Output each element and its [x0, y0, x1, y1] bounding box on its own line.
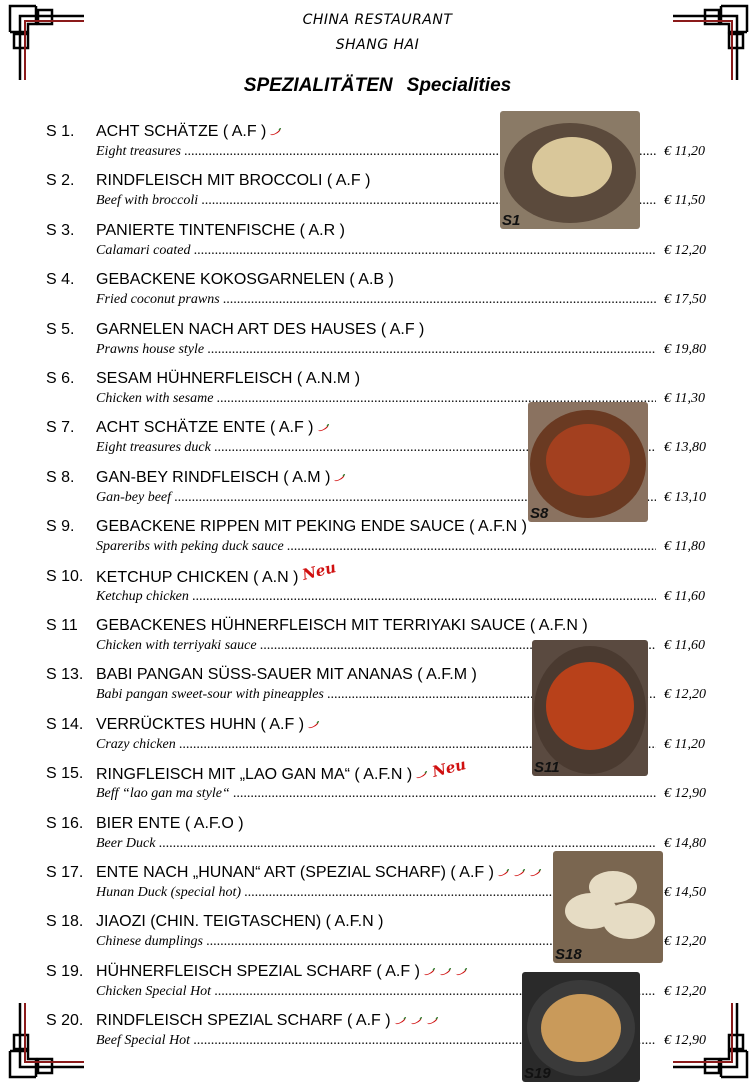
item-name-en: Babi pangan sweet-sour with pineapples ..... [96, 687, 656, 703]
item-number: S 9. [46, 518, 75, 535]
chili-icon [316, 424, 330, 432]
item-marks [304, 716, 320, 733]
chili-icon [409, 1017, 423, 1025]
chili-icon [268, 128, 282, 136]
item-name-text: RINDFLEISCH SPEZIAL SCHARF ( A.F ) [96, 1012, 391, 1029]
item-number: S 14. [46, 716, 84, 733]
item-name-text: PANIERTE TINTENFISCHE ( A.R ) [96, 222, 345, 239]
item-price: € 13,80 [664, 440, 706, 455]
chili-icon [454, 968, 468, 976]
section-title-de: SPEZIALITÄTEN [243, 75, 393, 96]
item-number: S 3. [46, 222, 75, 239]
restaurant-subname: SHANG HAI [335, 37, 420, 53]
chili-icon [425, 1017, 439, 1025]
item-number: S 15. [46, 765, 84, 782]
photo-label: S8 [530, 505, 549, 522]
restaurant-name: CHINA RESTAURANT [302, 12, 453, 28]
menu-item [0, 123, 755, 169]
item-name-de [96, 815, 244, 833]
item-name-de [96, 123, 282, 141]
item-name-text: ACHT SCHÄTZE ENTE ( A.F ) [96, 419, 314, 436]
item-price: € 11,60 [664, 589, 705, 604]
item-number: S 6. [46, 370, 75, 387]
item-name-text: GEBACKENES HÜHNERFLEISCH MIT TERRIYAKI SAUCE ( A.F.N ) [96, 617, 588, 634]
item-name-en: Beff “lao gan ma style“ ..... [96, 786, 656, 802]
item-price: € 11,30 [664, 391, 705, 406]
chili-icon [528, 869, 542, 877]
item-price: € 13,10 [664, 490, 706, 505]
chili-icon [512, 869, 526, 877]
item-name-de [96, 558, 339, 587]
item-name-en: Beef with broccoli ..... [96, 193, 656, 209]
item-marks [298, 558, 339, 586]
item-marks [420, 963, 468, 980]
food-image [532, 640, 648, 776]
item-price: € 11,20 [664, 144, 705, 159]
item-name-text: GARNELEN NACH ART DES HAUSES ( A.F ) [96, 321, 425, 338]
item-name-en: Chicken with terriyaki sauce ..... [96, 638, 656, 654]
item-marks [391, 1012, 439, 1029]
chili-icon [438, 968, 452, 976]
chili-icon [496, 869, 510, 877]
item-name-en: Beef Special Hot ..... [96, 1033, 656, 1049]
item-price: € 12,20 [664, 934, 706, 949]
item-name-text: BABI PANGAN SÜSS-SAUER MIT ANANAS ( A.F.M ) [96, 666, 477, 683]
food-image [528, 402, 648, 522]
item-name-text: BIER ENTE ( A.F.O ) [96, 815, 244, 832]
item-price: € 11,50 [664, 193, 705, 208]
item-name-de [96, 666, 477, 684]
chili-icon [422, 968, 436, 976]
item-number: S 18. [46, 913, 84, 930]
photo-s11 [532, 640, 648, 776]
item-name-text: RINDFLEISCH MIT BROCCOLI ( A.F ) [96, 172, 371, 189]
chili-icon [332, 474, 346, 482]
item-marks [412, 755, 469, 783]
section-title [0, 75, 755, 97]
photo-label: S1 [502, 212, 521, 229]
menu-item [0, 963, 755, 1009]
item-name-de [96, 518, 527, 536]
chili-icon [393, 1017, 407, 1025]
item-price: € 12,20 [664, 984, 706, 999]
section-title-en: Specialities [406, 75, 512, 96]
item-name-de [96, 755, 469, 784]
item-name-en: Eight treasures duck ..... [96, 440, 656, 456]
item-price: € 11,80 [664, 539, 705, 554]
item-number: S 13. [46, 666, 84, 683]
food-image [500, 111, 640, 229]
item-price: € 17,50 [664, 292, 706, 307]
menu-item [0, 321, 755, 367]
item-name-en: Fried coconut prawns ..... [96, 292, 656, 308]
menu-item [0, 558, 755, 614]
item-name-text: ACHT SCHÄTZE ( A.F ) [96, 123, 267, 140]
item-number: S 8. [46, 469, 75, 486]
menu-item [0, 222, 755, 268]
item-marks [314, 419, 330, 436]
item-name-de [96, 469, 346, 487]
item-number: S 11 [46, 617, 78, 634]
photo-s8 [528, 402, 648, 522]
item-number: S 5. [46, 321, 75, 338]
item-name-en: Ketchup chicken ..... [96, 589, 656, 605]
item-name-text: RINGFLEISCH MIT „LAO GAN MA“ ( A.F.N ) [96, 766, 413, 783]
item-price: € 12,20 [664, 687, 706, 702]
photo-s1 [500, 111, 640, 229]
item-price: € 11,20 [664, 737, 705, 752]
item-number: S 2. [46, 172, 75, 189]
item-price: € 14,50 [664, 885, 706, 900]
item-name-text: GEBACKENE RIPPEN MIT PEKING ENDE SAUCE ( A.F.N ) [96, 518, 527, 535]
item-name-de [96, 370, 360, 388]
item-number: S 17. [46, 864, 84, 881]
item-name-de [96, 913, 383, 931]
item-name-de [96, 1012, 439, 1030]
item-number: S 10. [46, 568, 84, 585]
photo-label: S11 [534, 759, 560, 776]
item-name-de [96, 271, 394, 289]
item-number: S 4. [46, 271, 75, 288]
item-price: € 12,20 [664, 243, 706, 258]
item-name-de [96, 419, 330, 437]
item-marks [494, 864, 542, 881]
item-price: € 19,80 [664, 342, 706, 357]
item-name-en: Beer Duck ..... [96, 836, 656, 852]
item-name-en: Chicken Special Hot ..... [96, 984, 656, 1000]
item-number: S 1. [46, 123, 75, 140]
item-marks [266, 123, 282, 140]
item-name-de [96, 716, 320, 734]
item-name-en: Eight treasures ..... [96, 144, 656, 160]
item-name-text: VERRÜCKTES HUHN ( A.F ) [96, 716, 305, 733]
new-badge: Neu [300, 558, 339, 584]
chili-icon [306, 721, 320, 729]
item-name-en: Calamari coated ..... [96, 243, 656, 259]
item-name-en: Chinese dumplings ..... [96, 934, 656, 950]
photo-s18 [553, 851, 663, 963]
item-name-de [96, 617, 588, 635]
item-number: S 16. [46, 815, 84, 832]
item-name-text: ENTE NACH „HUNAN“ ART (SPEZIAL SCHARF) ( A.F ) [96, 864, 494, 881]
item-name-text: HÜHNERFLEISCH SPEZIAL SCHARF ( A.F ) [96, 963, 420, 980]
item-marks [330, 469, 346, 486]
item-name-en: Chicken with sesame ..... [96, 391, 656, 407]
photo-s19 [522, 972, 640, 1082]
item-price: € 11,60 [664, 638, 705, 653]
photo-label: S18 [555, 946, 582, 963]
item-name-text: GAN-BEY RINDFLEISCH ( A.M ) [96, 469, 331, 486]
item-name-en: Prawns house style ..... [96, 342, 656, 358]
item-name-de [96, 321, 424, 339]
item-price: € 14,80 [664, 836, 706, 851]
item-name-text: JIAOZI (CHIN. TEIGTASCHEN) ( A.F.N ) [96, 913, 384, 930]
item-number: S 20. [46, 1012, 84, 1029]
photo-label: S19 [524, 1065, 551, 1082]
item-name-text: GEBACKENE KOKOSGARNELEN ( A.B ) [96, 271, 394, 288]
item-name-en: Gan-bey beef ..... [96, 490, 656, 506]
menu-item [0, 271, 755, 317]
item-name-text: SESAM HÜHNERFLEISCH ( A.N.M ) [96, 370, 361, 387]
item-name-de [96, 172, 370, 190]
item-name-en: Spareribs with peking duck sauce ..... [96, 539, 656, 555]
item-name-en: Hunan Duck (special hot) ..... [96, 885, 656, 901]
menu-item [0, 172, 755, 218]
item-price: € 12,90 [664, 1033, 706, 1048]
chili-icon [414, 771, 428, 779]
item-name-de [96, 864, 542, 882]
item-number: S 19. [46, 963, 84, 980]
item-name-de [96, 222, 345, 240]
item-name-de [96, 963, 468, 981]
item-name-text: KETCHUP CHICKEN ( A.N ) [96, 569, 299, 586]
item-name-en: Crazy chicken ..... [96, 737, 656, 753]
new-badge: Neu [430, 755, 469, 781]
menu-item [0, 1012, 755, 1058]
menu-item [0, 518, 755, 564]
item-price: € 12,90 [664, 786, 706, 801]
item-number: S 7. [46, 419, 75, 436]
